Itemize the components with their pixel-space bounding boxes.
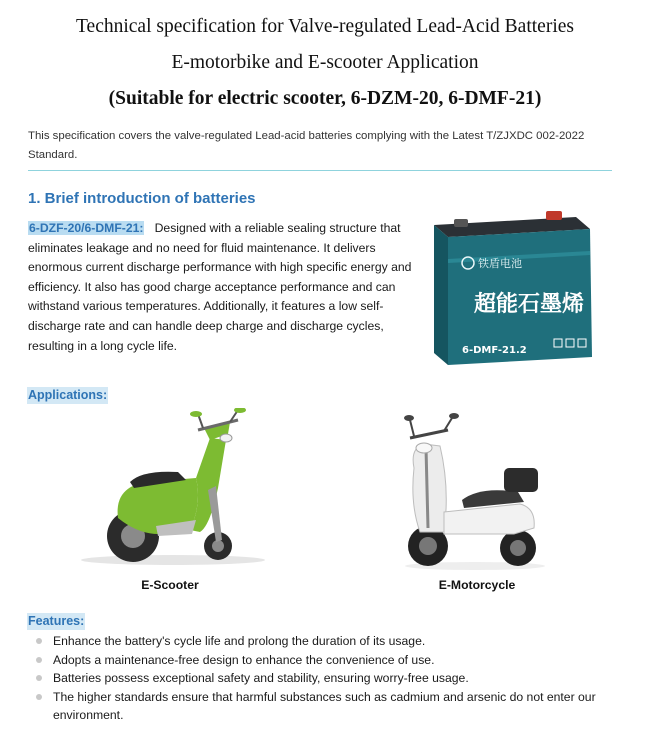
features-label: Features: [28,614,85,628]
e-scooter-image [78,408,268,568]
applications-label: Applications: [28,388,108,402]
bullet-icon [36,657,42,663]
e-motorcycle-caption: E-Motorcycle [438,578,516,592]
feature-text: Enhance the battery's cycle life and prolong the duration of its usage. [53,634,426,648]
battery-image [426,207,598,367]
features-list [36,632,626,725]
model-highlight: 6-DZF-20/6-DMF-21: [29,221,144,235]
doc-title-line-1: Technical specification for Valve-regulated Lead-Acid Batteries [75,16,574,37]
feature-text: Adopts a maintenance-free design to enhance the convenience of use. [53,652,435,667]
scope-statement: This specification covers the valve-regulated Lead-acid batteries complying with the Latest T/ZJXDC 002-2022 Standard. [28,130,585,161]
e-scooter-caption: E-Scooter [141,578,199,592]
feature-text: Batteries possess exceptional safety and stability, ensuring worry-free usage. [53,671,469,686]
description-text: Designed with a reliable sealing structure that eliminates leakage and no need for fluid maintenance. It delivers enormous current discharge performance with high specific energy and efficiency. It also has good charge acceptance performance and can withstand various temperatures. Additionally, it features a low self-discharge rate and can handle deep charge and discharge cycles, resulting in a long cycle life. [28,221,412,353]
header-divider [28,170,612,171]
bullet-icon [36,694,42,700]
bullet-icon [36,638,42,644]
e-motorcycle-image [400,408,550,573]
battery-model-label: 6-DMF-21.2 [462,345,527,356]
doc-title-line-2: E-motorbike and E-scooter Application [171,52,479,73]
doc-title-line-3: (Suitable for electric scooter, 6-DZM-20, 6-DMF-21) [108,88,542,109]
section-heading-intro: 1. Brief introduction of batteries [28,190,256,207]
list-item [36,632,626,651]
bullet-icon [36,675,42,681]
battery-brand-text: 铁盾电池 [478,257,522,270]
list-item [36,688,626,725]
list-item [36,669,626,688]
battery-slogan-text: 超能石墨烯 [474,292,585,317]
feature-text: The higher standards ensure that harmful substances such as cadmium and arsenic do not enter our environment. [53,689,596,723]
battery-description [28,219,420,356]
list-item [36,651,626,670]
